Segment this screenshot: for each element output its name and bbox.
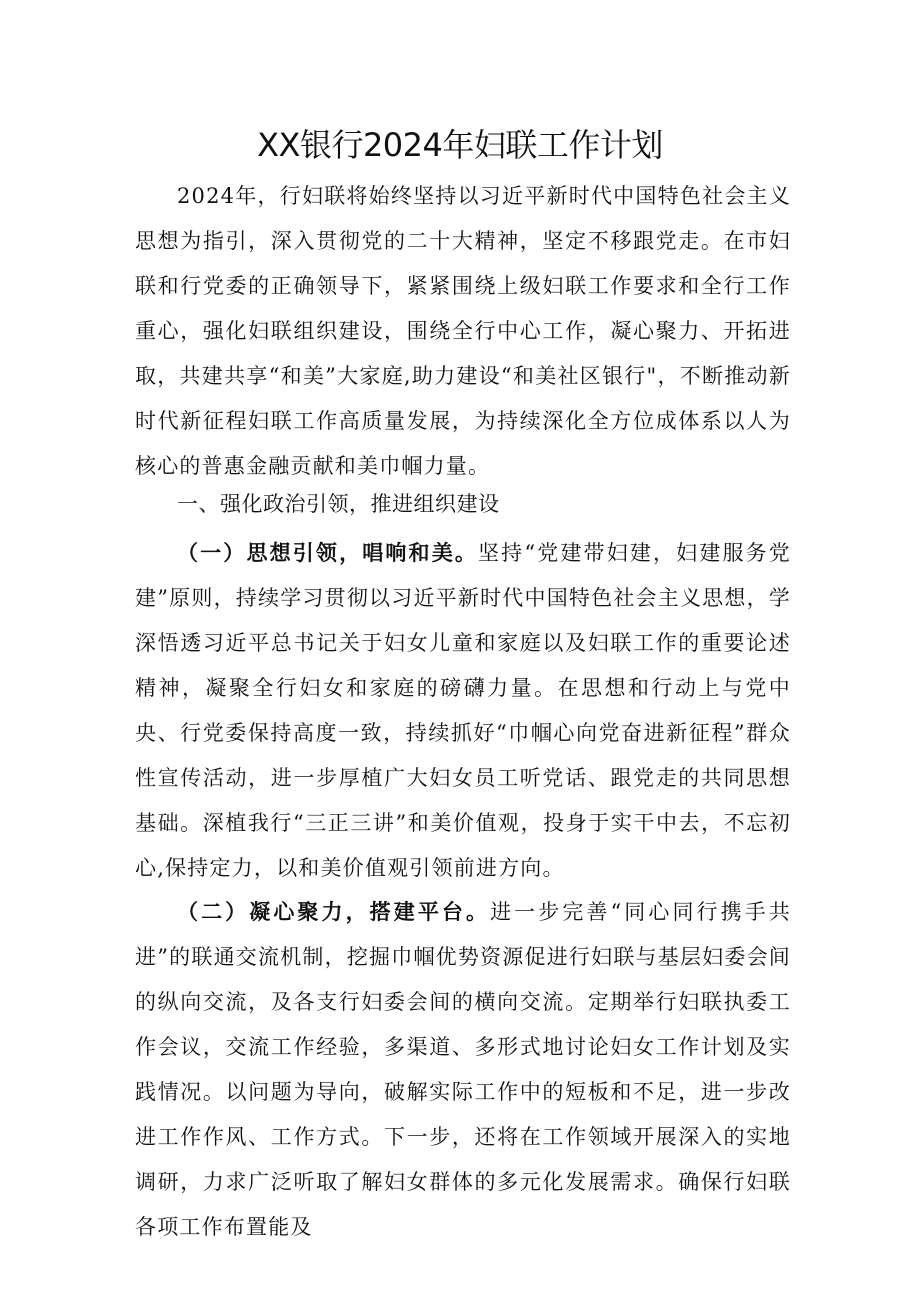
intro-paragraph: 2024年，行妇联将始终坚持以习近平新时代中国特色社会主义思想为指引，深入贯彻党的二十大精神，坚定不移跟党走。在市妇联和行党委的正确领导下，紧紧围绕上级妇联工作要求和全行工作重心，强化妇联组织建设，围绕全行中心工作，凝心聚力、开拓进取，共建共享“和美”大家庭,助力建设“和美社区银行"，不断推动新时代新征程妇联工作高质量发展，为持续深化全方位成体系以人为核心的普惠金融贡献和美巾帼力量。 (135, 184, 791, 478)
item-1-body: 坚持“党建带妇建，妇建服务党建”原则，持续学习贯彻以习近平新时代中国特色社会主义思想，学深悟透习近平总书记关于妇女儿童和家庭以及妇联工作的重要论述精神，凝聚全行妇女和家庭的磅礴力量。在思想和行动上与党中央、行党委保持高度一致，持续抓好“巾帼心向党奋进新征程”群众性宣传活动，进一步厚植广大妇女员工听党话、跟党走的共同思想基础。深植我行“三正三讲”和美价值观，投身于实干中去，不忘初心,保持定力，以和美价值观引领前进方向。 (135, 541, 791, 880)
item-2-lead: （二）凝心聚力，搭建平台。 (177, 899, 491, 924)
item-2-body: 进一步完善“同心同行携手共进”的联通交流机制，挖掘巾帼优势资源促进行妇联与基层妇委会间的纵向交流，及各支行妇委会间的横向交流。定期举行妇联执委工作会议，交流工作经验，多渠道、多形式地讨论妇女工作计划及实践情况。以问题为导向，破解实际工作中的短板和不足，进一步改进工作作风、工作方式。下一步，还将在工作领域开展深入的实地调研，力求广泛听取了解妇女群体的多元化发展需求。确保行妇联各项工作布置能及 (135, 900, 791, 1239)
item-1-paragraph (135, 530, 791, 891)
item-1-lead: （一）思想引领，唱响和美。 (177, 540, 479, 565)
item-2-paragraph (135, 889, 791, 1250)
document-title: XX银行2024年妇联工作计划 (257, 126, 663, 164)
section-heading: 一、强化政治引领，推进组织建设 (177, 492, 500, 516)
